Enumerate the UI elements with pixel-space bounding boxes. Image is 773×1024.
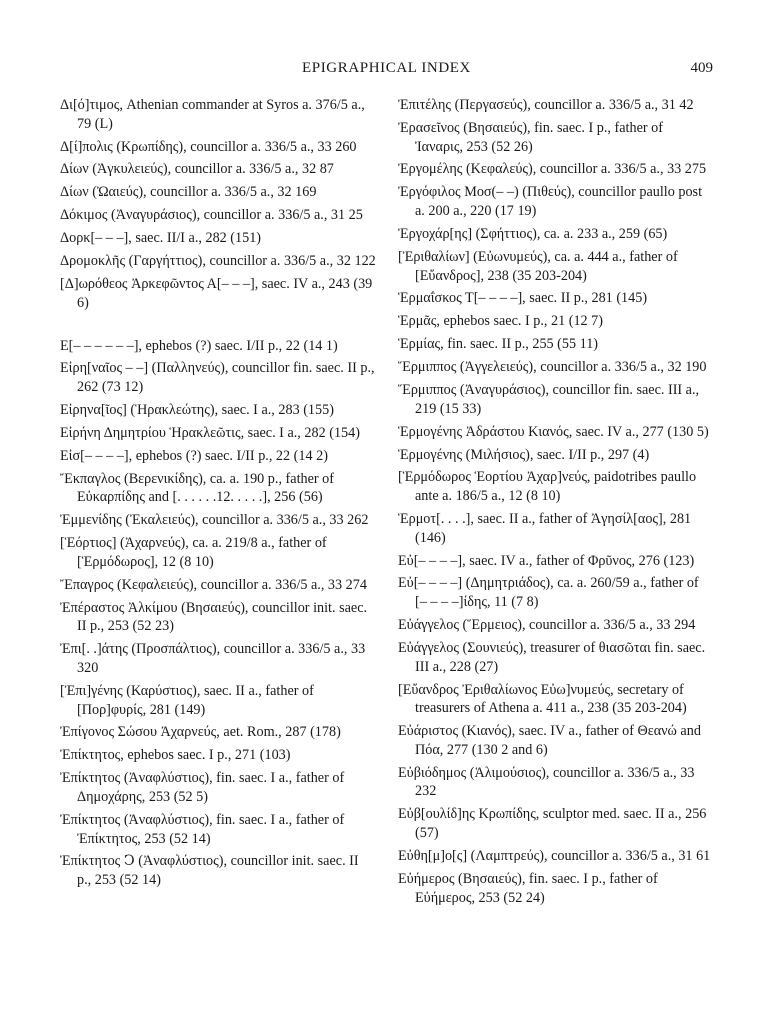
index-entry: Ἐπέραστος Ἀλκίμου (Βησαιεύς), councillor init. saec. II p., 253 (52 23) — [60, 599, 368, 635]
index-entry: Ἑρμοτ[. . . .], saec. II a., father of Ἀγησίλ[αος], 281 (146) — [398, 510, 692, 546]
index-entry: Ἔπαγρος (Κεφαλειεύς), councillor a. 336/5 a., 33 274 — [60, 576, 367, 593]
index-column-right — [398, 96, 714, 911]
index-entry: Ἑρμαΐσκος Τ[– – – –], saec. II p., 281 (145) — [398, 290, 648, 307]
index-entry: Εὐ[– – – –], saec. IV a., father of Φρῦνος, 276 (123) — [398, 552, 695, 569]
index-entry: Δ[ί]πολις (Κρωπίδης), councillor a. 336/5 a., 33 260 — [60, 138, 357, 155]
index-entry: Ἕρμιππος (Ἀγγελειεύς), councillor a. 336/5 a., 32 190 — [398, 359, 707, 376]
index-entry: Ἐργομέλης (Κεφαλεύς), councillor a. 336/5 a., 33 275 — [398, 161, 707, 178]
page-header — [60, 60, 713, 82]
index-entry: Εὐήμερος (Βησαιεύς), fin. saec. I p., father of Εὐήμερος, 253 (52 24) — [398, 870, 658, 906]
index-entry: Ἐργόφιλος Μοσ(– –) (Πιθεύς), councillor paullo post a. 200 a., 220 (17 19) — [398, 184, 703, 220]
index-entry: Ἐπίγονος Σώσου Ἀχαρνεύς, aet. Rom., 287 (178) — [60, 724, 341, 741]
index-entry: Ἐπιτέλης (Περγασεύς), councillor a. 336/5 a., 31 42 — [398, 97, 694, 113]
index-entry: Δρομοκλῆς (Γαργήττιος), councillor a. 336/5 a., 32 122 — [60, 253, 376, 270]
index-entry: Ἕρμιππος (Ἀναγυράσιος), councillor fin. saec. III a., 219 (15 33) — [398, 382, 700, 417]
index-entry: Ἐπίκτητος Ↄ (Ἀναφλύστιος), councillor init. saec. II p., 253 (52 14) — [60, 853, 359, 889]
index-entry: Ἐργοχάρ[ης] (Σφήττιος), ca. a. 233 a., 259 (65) — [398, 225, 668, 242]
index-entry: Ἐμμενίδης (Ἐκαλειεύς), councillor a. 336/5 a., 33 262 — [60, 512, 369, 529]
index-entry: Ἑρμογένης Ἀδράστου Κιανός, saec. IV a., 277 (130 5) — [398, 423, 709, 440]
index-entry: [Δ]ωρόθεος Ἀρκεφῶντος Α[– – –], saec. IV a., 243 (39 6) — [60, 275, 373, 311]
index-entry: Εὐβιόδημος (Ἁλιμούσιος), councillor a. 336/5 a., 33 232 — [398, 764, 695, 800]
running-title: EPIGRAPHICAL INDEX — [302, 60, 471, 76]
index-entry: Ἐπίκτητος (Ἀναφλύστιος), fin. saec. I a., father of Ἐπίκτητος, 253 (52 14) — [60, 811, 345, 847]
index-column-left — [60, 96, 376, 894]
index-entry: Ἐπίκτητος, ephebos saec. I p., 271 (103) — [60, 747, 291, 764]
index-entry: Εἰρήνη Δημητρίου Ἡρακλεῶτις, saec. I a., 282 (154) — [60, 424, 360, 441]
index-entry: Εὐθη[μ]ο[ς] (Λαμπτρεύς), councillor a. 336/5 a., 31 61 — [398, 847, 711, 864]
index-entry: Εὐάριστος (Κιανός), saec. IV a., father of Θεανώ and Πόα, 277 (130 2 and 6) — [398, 723, 701, 758]
index-entry: Ἐρασεῖνος (Βησαιεύς), fin. saec. I p., father of Ἰαναρις, 253 (52 26) — [398, 119, 663, 155]
index-entry: Ἐπίκτητος (Ἀναφλύστιος), fin. saec. I a., father of Δημοχάρης, 253 (52 5) — [60, 770, 345, 805]
index-entry: Δίων (Ὠαιεύς), councillor a. 336/5 a., 32 169 — [60, 184, 317, 201]
index-entry: [Ἐπι]γένης (Καρύστιος), saec. II a., father of [Πορ]φυρίς, 281 (149) — [60, 682, 314, 718]
index-entry: Ἑρμᾶς, ephebos saec. I p., 21 (12 7) — [398, 313, 604, 330]
index-entry: Εὐ[– – – –] (Δημητριάδος), ca. a. 260/59 a., father of [– – – –]ίδης, 11 (7 8) — [398, 575, 699, 611]
index-entry: Ἑρμίας, fin. saec. II p., 255 (55 11) — [398, 336, 599, 353]
letter-group-gap — [60, 317, 376, 337]
index-entry: Δόκιμος (Ἀναγυράσιος), councillor a. 336/5 a., 31 25 — [60, 207, 363, 224]
index-entry: Δίων (Ἀγκυλειεύς), councillor a. 336/5 a., 32 87 — [60, 161, 334, 178]
index-entry: [Ἑόρτιος] (Ἀχαρνεύς), ca. a. 219/8 a., father of [Ἑρμόδωρος], 12 (8 10) — [60, 535, 327, 570]
page-number: 409 — [690, 60, 713, 76]
index-entry: Δορκ[– – –], saec. II/I a., 282 (151) — [60, 230, 262, 247]
index-entry: Ἔκπαγλος (Βερενικίδης), ca. a. 190 p., father of Εὐκαρπίδης and [. . . . . .12. . . . .], 256 (56) — [60, 470, 334, 506]
index-entry: Ε[– – – – – –], ephebos (?) saec. I/II p., 22 (14 1) — [60, 337, 338, 354]
index-entry: Εὐβ[ουλίδ]ης Κρωπίδης, sculptor med. saec. II a., 256 (57) — [398, 806, 707, 842]
index-entry: Εἰρηνα[ῖος] (Ἡρακλεώτης), saec. I a., 283 (155) — [60, 402, 334, 419]
index-entry: Δι[ό]τιμος, Athenian commander at Syros a. 376/5 a., 79 (L) — [60, 97, 365, 132]
index-entry: [Ἑρμόδωρος Ἑορτίου Ἀχαρ]νεύς, paidotribes paullo ante a. 186/5 a., 12 (8 10) — [398, 469, 697, 505]
index-entry: Ἐπι[. .]άτης (Προσπάλτιος), councillor a. 336/5 a., 33 320 — [60, 641, 366, 676]
index-entry: Εὐάγγελος (Ἕρμειος), councillor a. 336/5 a., 33 294 — [398, 617, 696, 634]
index-entry: [Ἐριθαλίων] (Εὐωνυμεύς), ca. a. 444 a., father of [Εὔανδρος], 238 (35 203-204) — [398, 248, 678, 284]
index-entry: Εἰρη[ναῖος – –] (Παλληνεύς), councillor fin. saec. II p., 262 (73 12) — [60, 360, 375, 396]
index-entry: Εὐάγγελος (Σουνιεύς), treasurer of θιασῶται fin. saec. III a., 228 (27) — [398, 639, 706, 675]
index-entry: Εἰσ[– – – –], ephebos (?) saec. I/II p., 22 (14 2) — [60, 447, 328, 464]
index-entry: [Εὔανδρος Ἐριθαλίωνος Εὐω]νυμεύς, secretary of treasurers of Athena a. 411 a., 238 (35 203-204) — [398, 681, 687, 717]
index-entry: Ἑρμογένης (Μιλήσιος), saec. I/II p., 297 (4) — [398, 446, 650, 463]
